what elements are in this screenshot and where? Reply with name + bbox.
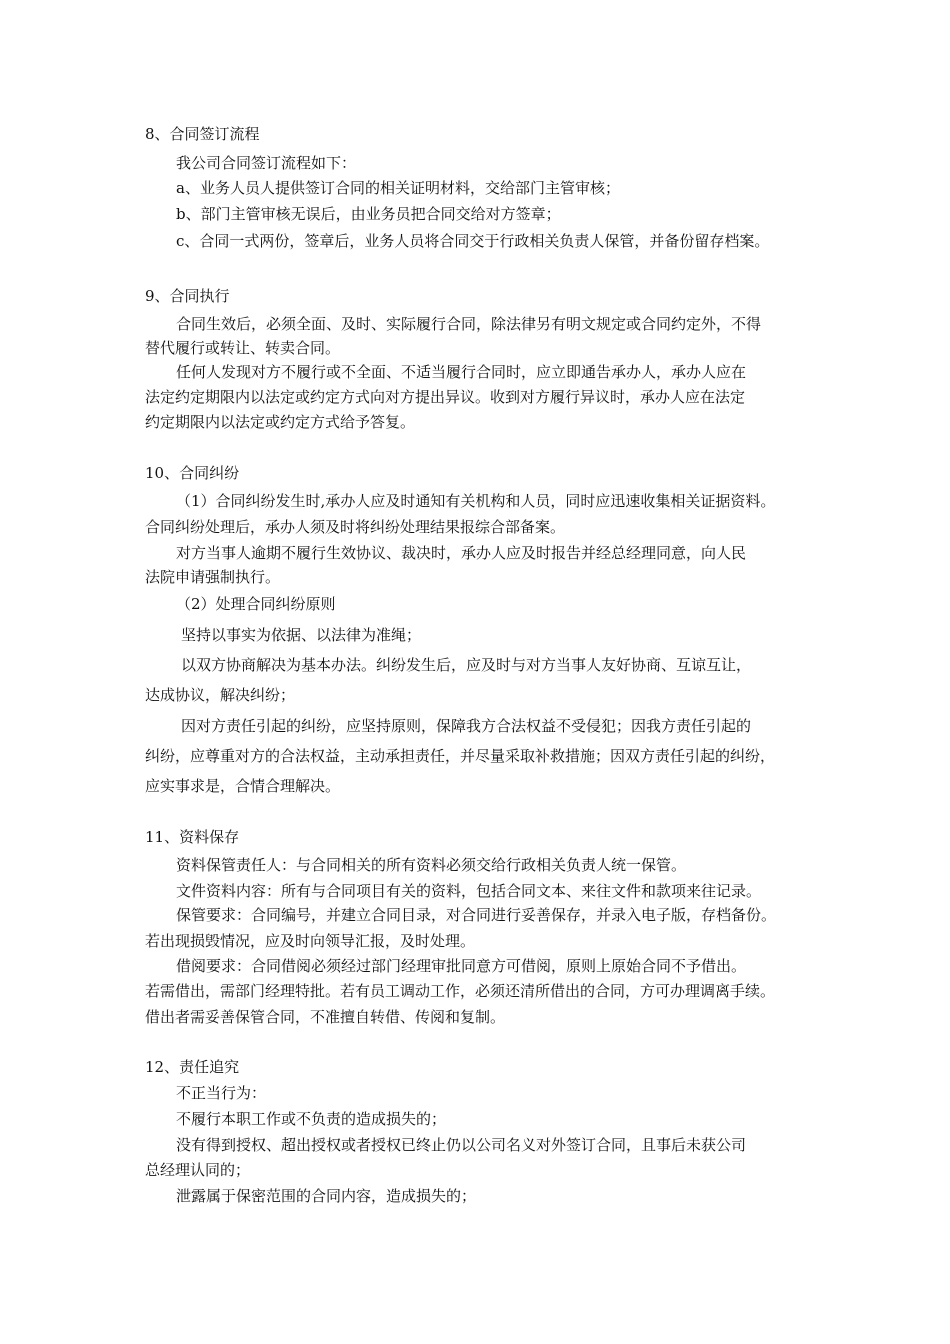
paragraph-line: 文件资料内容：所有与合同项目有关的资料，包括合同文本、来往文件和款项来往记录。 xyxy=(176,882,762,900)
section-heading: 11、资料保存 xyxy=(145,828,240,846)
paragraph-line: 以双方协商解决为基本办法。纠纷发生后，应及时与对方当事人友好协商、互谅互让， xyxy=(181,656,752,674)
paragraph-line: 不正当行为： xyxy=(176,1084,267,1102)
paragraph-line: 我公司合同签订流程如下： xyxy=(176,154,357,172)
paragraph-line: 应实事求是，合情合理解决。 xyxy=(145,777,341,795)
paragraph-line: 泄露属于保密范围的合同内容，造成损失的； xyxy=(176,1187,477,1205)
section-heading: 12、责任追究 xyxy=(145,1058,240,1076)
paragraph-line: 法院申请强制执行。 xyxy=(145,568,281,586)
paragraph-line: 没有得到授权、超出授权或者授权已终止仍以公司名义对外签订合同，且事后未获公司 xyxy=(176,1136,747,1154)
paragraph-line: a、业务人员人提供签订合同的相关证明材料，交给部门主管审核； xyxy=(176,179,620,197)
paragraph-line: （2）处理合同纠纷原则 xyxy=(176,595,336,613)
section-heading: 9、合同执行 xyxy=(145,287,230,305)
paragraph-line: 约定期限内以法定或约定方式给予答复。 xyxy=(145,413,416,431)
paragraph-line: 坚持以事实为依据、以法律为准绳； xyxy=(181,626,422,644)
paragraph-line: 对方当事人逾期不履行生效协议、裁决时，承办人应及时报告并经总经理同意，向人民 xyxy=(176,544,747,562)
section-heading: 8、合同签订流程 xyxy=(145,125,260,143)
paragraph-line: 纠纷，应尊重对方的合法权益，主动承担责任，并尽量采取补救措施；因双方责任引起的纠纷， xyxy=(145,747,776,765)
paragraph-line: 总经理认同的； xyxy=(145,1161,251,1179)
paragraph-line: 借出者需妥善保管合同，不准擅自转借、传阅和复制。 xyxy=(145,1008,506,1026)
paragraph-line: 不履行本职工作或不负责的造成损失的； xyxy=(176,1110,447,1128)
section-heading: 10、合同纠纷 xyxy=(145,464,240,482)
paragraph-line: 因对方责任引起的纠纷，应坚持原则，保障我方合法权益不受侵犯；因我方责任引起的 xyxy=(181,717,752,735)
paragraph-line: 合同生效后，必须全面、及时、实际履行合同，除法律另有明文规定或合同约定外，不得 xyxy=(176,315,762,333)
paragraph-line: 资料保管责任人：与合同相关的所有资料必须交给行政相关负责人统一保管。 xyxy=(176,856,687,874)
paragraph-line: c、合同一式两份，签章后，业务人员将合同交于行政相关负责人保管，并备份留存档案。 xyxy=(176,232,770,250)
paragraph-line: b、部门主管审核无误后，由业务员把合同交给对方签章； xyxy=(176,205,561,223)
paragraph-line: 法定约定期限内以法定或约定方式向对方提出异议。收到对方履行异议时，承办人应在法定 xyxy=(145,388,746,406)
paragraph-line: 合同纠纷处理后，承办人须及时将纠纷处理结果报综合部备案。 xyxy=(145,518,566,536)
paragraph-line: （1）合同纠纷发生时,承办人应及时通知有关机构和人员，同时应迅速收集相关证据资料。 xyxy=(176,492,776,510)
paragraph-line: 借阅要求：合同借阅必须经过部门经理审批同意方可借阅，原则上原始合同不予借出。 xyxy=(176,957,747,975)
paragraph-line: 任何人发现对方不履行或不全面、不适当履行合同时，应立即通告承办人，承办人应在 xyxy=(176,363,747,381)
paragraph-line: 保管要求：合同编号，并建立合同目录，对合同进行妥善保存，并录入电子版，存档备份。 xyxy=(176,906,777,924)
paragraph-line: 若需借出，需部门经理特批。若有员工调动工作，必须还清所借出的合同，方可办理调离手续。 xyxy=(145,982,776,1000)
paragraph-line: 若出现损毁情况，应及时向领导汇报，及时处理。 xyxy=(145,932,476,950)
paragraph-line: 达成协议，解决纠纷； xyxy=(145,686,296,704)
paragraph-line: 替代履行或转让、转卖合同。 xyxy=(145,339,341,357)
